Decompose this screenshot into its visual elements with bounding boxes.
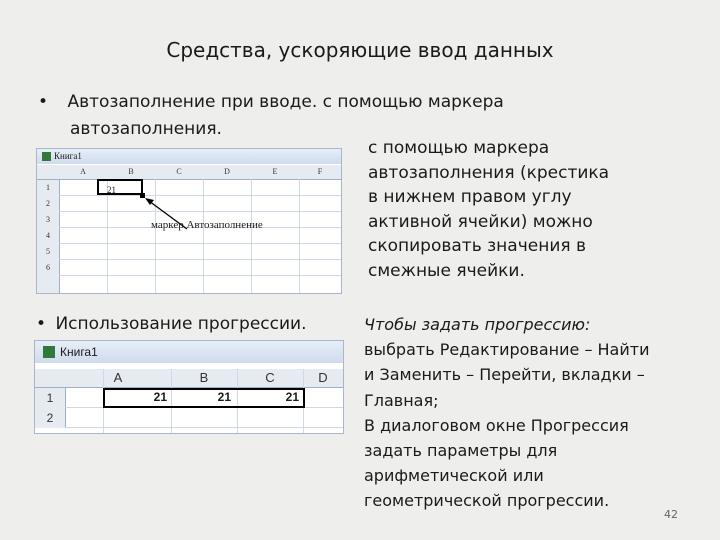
steps-heading: Чтобы задать прогрессию:: [364, 315, 591, 334]
excel-progression-screenshot: [34, 340, 344, 434]
bullet-autofill-text: Автозаполнение при вводе. с помощью маркера: [67, 92, 504, 112]
row-header: 6: [37, 260, 60, 276]
column-header: A: [80, 167, 86, 176]
row-header: 2: [35, 408, 66, 428]
progression-steps: [364, 312, 649, 514]
excel-icon: [43, 346, 55, 358]
bullet-autofill-line2: автозаполнения.: [70, 119, 222, 139]
autofill-caption: маркер Автозаполнение: [151, 219, 263, 231]
description-line: активной ячейки) можно: [368, 211, 593, 232]
row-header: 1: [35, 388, 66, 408]
row-header: 1: [37, 180, 60, 196]
column-header: D: [318, 370, 328, 385]
column-header: C: [265, 370, 275, 385]
steps-line: В диалоговом окне Прогрессия: [364, 415, 629, 435]
column-header: A: [113, 370, 123, 385]
cell-value: 21: [285, 390, 299, 404]
column-headers: [35, 369, 343, 388]
bullet-marker: •: [38, 92, 49, 112]
bullet-autofill: [38, 92, 504, 112]
bullet-progression-text: Использование прогрессии.: [55, 314, 307, 334]
excel-titlebar: [35, 341, 343, 363]
steps-line: и Заменить – Перейти, вкладки –: [364, 365, 645, 385]
column-header: B: [199, 370, 209, 385]
row-header: 2: [37, 196, 60, 212]
steps-line: выбрать Редактирование – Найти: [364, 340, 650, 360]
steps-line: Главная;: [364, 390, 439, 410]
row-header: 5: [37, 244, 60, 260]
column-header: D: [224, 167, 230, 176]
column-header: B: [128, 167, 134, 176]
steps-line: геометрической прогрессии.: [364, 491, 610, 511]
column-header: C: [176, 167, 182, 176]
row-header: 3: [37, 212, 60, 228]
page-number: 42: [664, 508, 678, 521]
cell-value: 21: [107, 185, 116, 195]
column-header: E: [272, 167, 278, 176]
description-line: автозаполнения (крестика: [368, 162, 610, 183]
column-header: F: [317, 167, 323, 176]
description-line: скопировать значения в: [368, 236, 587, 256]
row-header: 4: [37, 228, 60, 244]
workbook-title: Книга1: [54, 151, 82, 161]
description-line: смежные ячейки.: [368, 260, 525, 281]
cell-value: 21: [217, 390, 231, 404]
workbook-title: Книга1: [60, 345, 98, 359]
excel-autofill-screenshot: [36, 148, 342, 294]
steps-line: задать параметры для: [364, 441, 558, 461]
cell-value: 21: [153, 390, 167, 404]
bullet-progression: [36, 314, 307, 334]
autofill-description: [368, 136, 609, 283]
description-line: с помощью маркера: [368, 138, 550, 158]
steps-line: арифметической или: [364, 466, 544, 486]
slide-title: Средства, ускоряющие ввод данных: [166, 38, 554, 62]
bullet-marker: •: [36, 314, 47, 334]
description-line: в нижнем правом углу: [368, 187, 572, 207]
